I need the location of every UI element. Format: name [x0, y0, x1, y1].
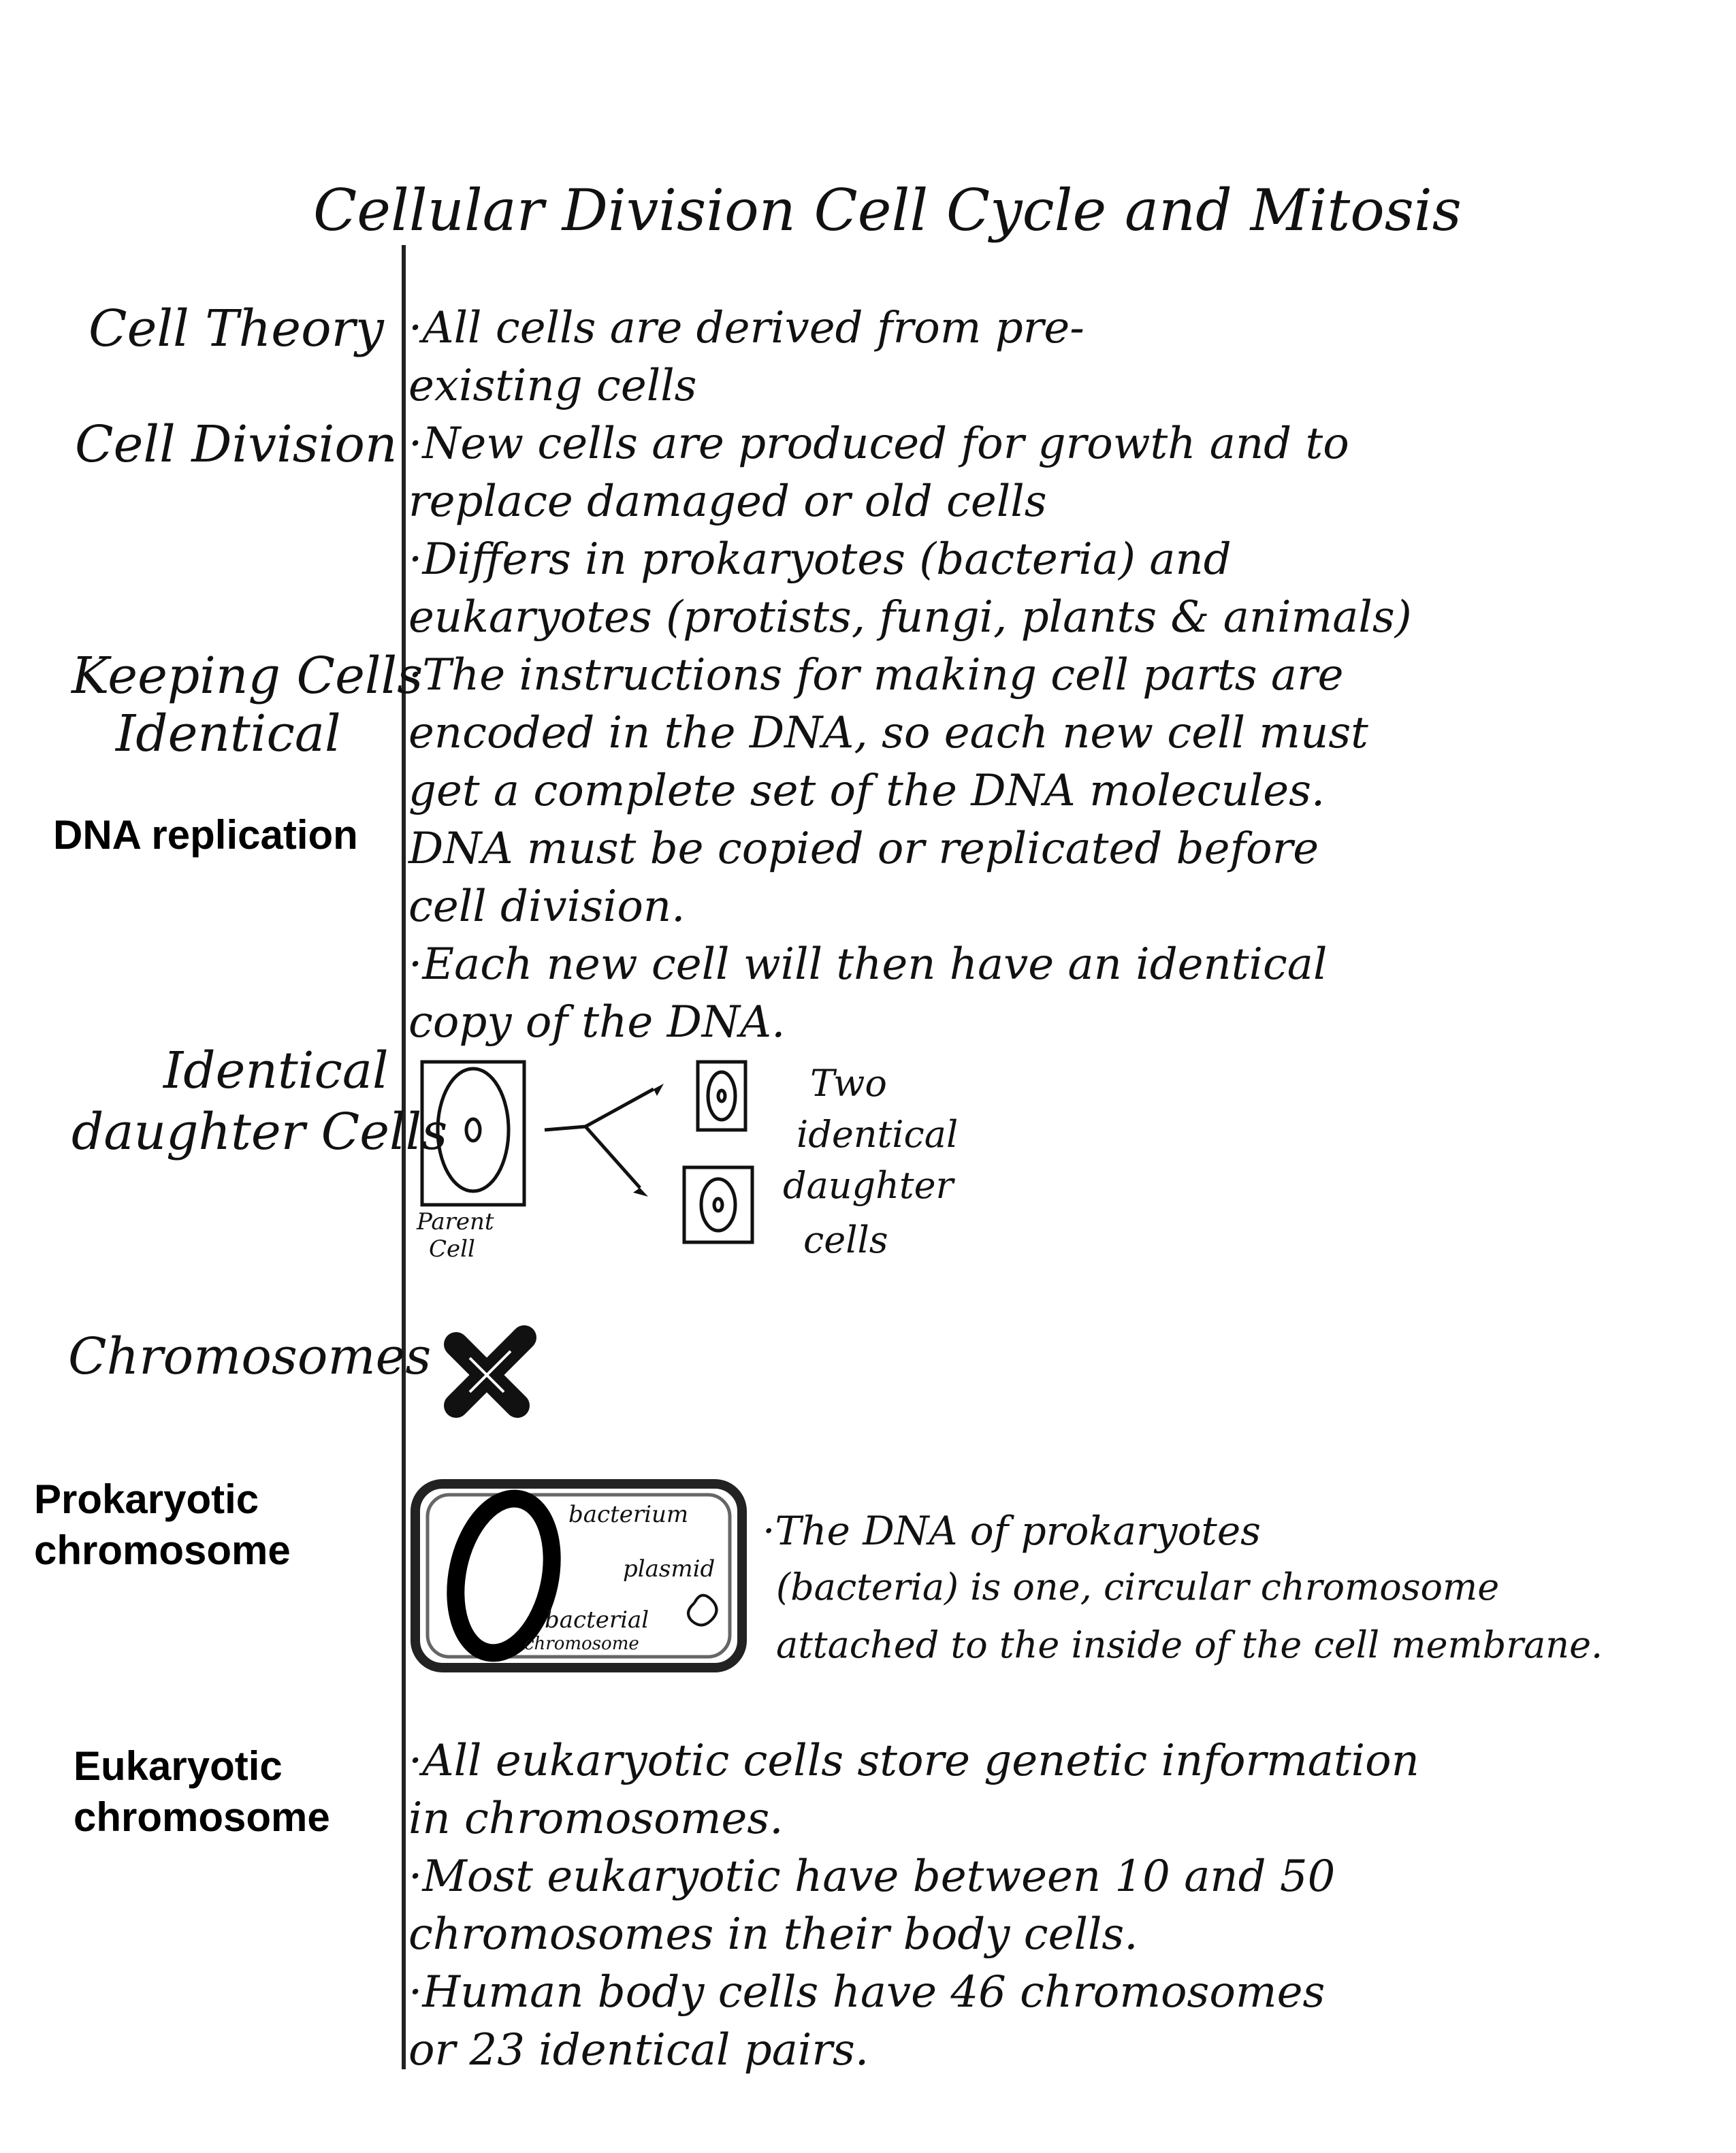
- note-euk-3: ·Most eukaryotic have between 10 and 50: [408, 1851, 1336, 1902]
- term-identical-daughter-2: daughter Cells: [71, 1103, 448, 1161]
- term-identical-daughter-1: Identical: [163, 1041, 389, 1100]
- note-theory-1: ·All cells are derived from pre-: [408, 303, 1084, 353]
- note-euk-2: in chromosomes.: [408, 1794, 784, 1844]
- label-bacterial-chromosome-2: chromosome: [524, 1634, 639, 1654]
- label-parent-1: Parent: [417, 1208, 494, 1235]
- note-dna-4: copy of the DNA.: [408, 997, 786, 1048]
- label-bacterium: bacterium: [568, 1501, 689, 1528]
- term-chromosomes: Chromosomes: [68, 1327, 432, 1386]
- term-keeping-cells-1: Keeping Cells: [71, 647, 423, 705]
- note-keeping-3: get a complete set of the DNA molecules.: [408, 766, 1325, 816]
- note-division-2: replace damaged or old cells: [408, 476, 1047, 527]
- note-euk-1: ·All eukaryotic cells store genetic information: [408, 1736, 1419, 1786]
- note-euk-6: or 23 identical pairs.: [408, 2025, 869, 2075]
- note-division-4: eukaryotes (protists, fungi, plants & animals): [408, 592, 1412, 643]
- label-two-3: daughter: [783, 1164, 954, 1207]
- label-two-1: Two: [810, 1062, 887, 1105]
- term-prokaryotic-1: Prokaryotic: [34, 1476, 259, 1522]
- note-theory-2: existing cells: [408, 361, 697, 411]
- note-dna-3: ·Each new cell will then have an identical: [408, 939, 1328, 990]
- note-prok-2: (bacteria) is one, circular chromosome: [776, 1566, 1500, 1608]
- page-title: Cellular Division Cell Cycle and Mitosis: [313, 177, 1462, 244]
- term-cell-division: Cell Division: [75, 415, 398, 474]
- label-two-4: cells: [803, 1218, 888, 1261]
- note-dna-2: cell division.: [408, 881, 686, 932]
- note-prok-1: ·The DNA of prokaryotes: [762, 1508, 1261, 1554]
- term-dna-replication: DNA replication: [53, 812, 358, 858]
- note-euk-4: chromosomes in their body cells.: [408, 1909, 1138, 1960]
- label-parent-2: Cell: [429, 1235, 475, 1263]
- term-prokaryotic-2: chromosome: [34, 1527, 291, 1573]
- note-prok-3: attached to the inside of the cell membrane.: [776, 1623, 1603, 1666]
- note-division-3: ·Differs in prokaryotes (bacteria) and: [408, 534, 1232, 585]
- note-keeping-2: encoded in the DNA, so each new cell must: [408, 708, 1368, 758]
- term-cell-theory: Cell Theory: [89, 300, 384, 358]
- note-euk-5: ·Human body cells have 46 chromosomes: [408, 1967, 1325, 2018]
- label-bacterial-chromosome-1: bacterial: [545, 1606, 649, 1634]
- term-eukaryotic-1: Eukaryotic: [74, 1743, 283, 1789]
- note-dna-1: DNA must be copied or replicated before: [408, 824, 1319, 874]
- note-division-1: ·New cells are produced for growth and to: [408, 419, 1349, 469]
- term-eukaryotic-2: chromosome: [74, 1794, 330, 1840]
- label-two-2: identical: [797, 1113, 959, 1156]
- term-keeping-cells-2: Identical: [116, 705, 341, 763]
- note-keeping-1: ·The instructions for making cell parts are: [408, 650, 1344, 700]
- label-plasmid: plasmid: [623, 1555, 716, 1583]
